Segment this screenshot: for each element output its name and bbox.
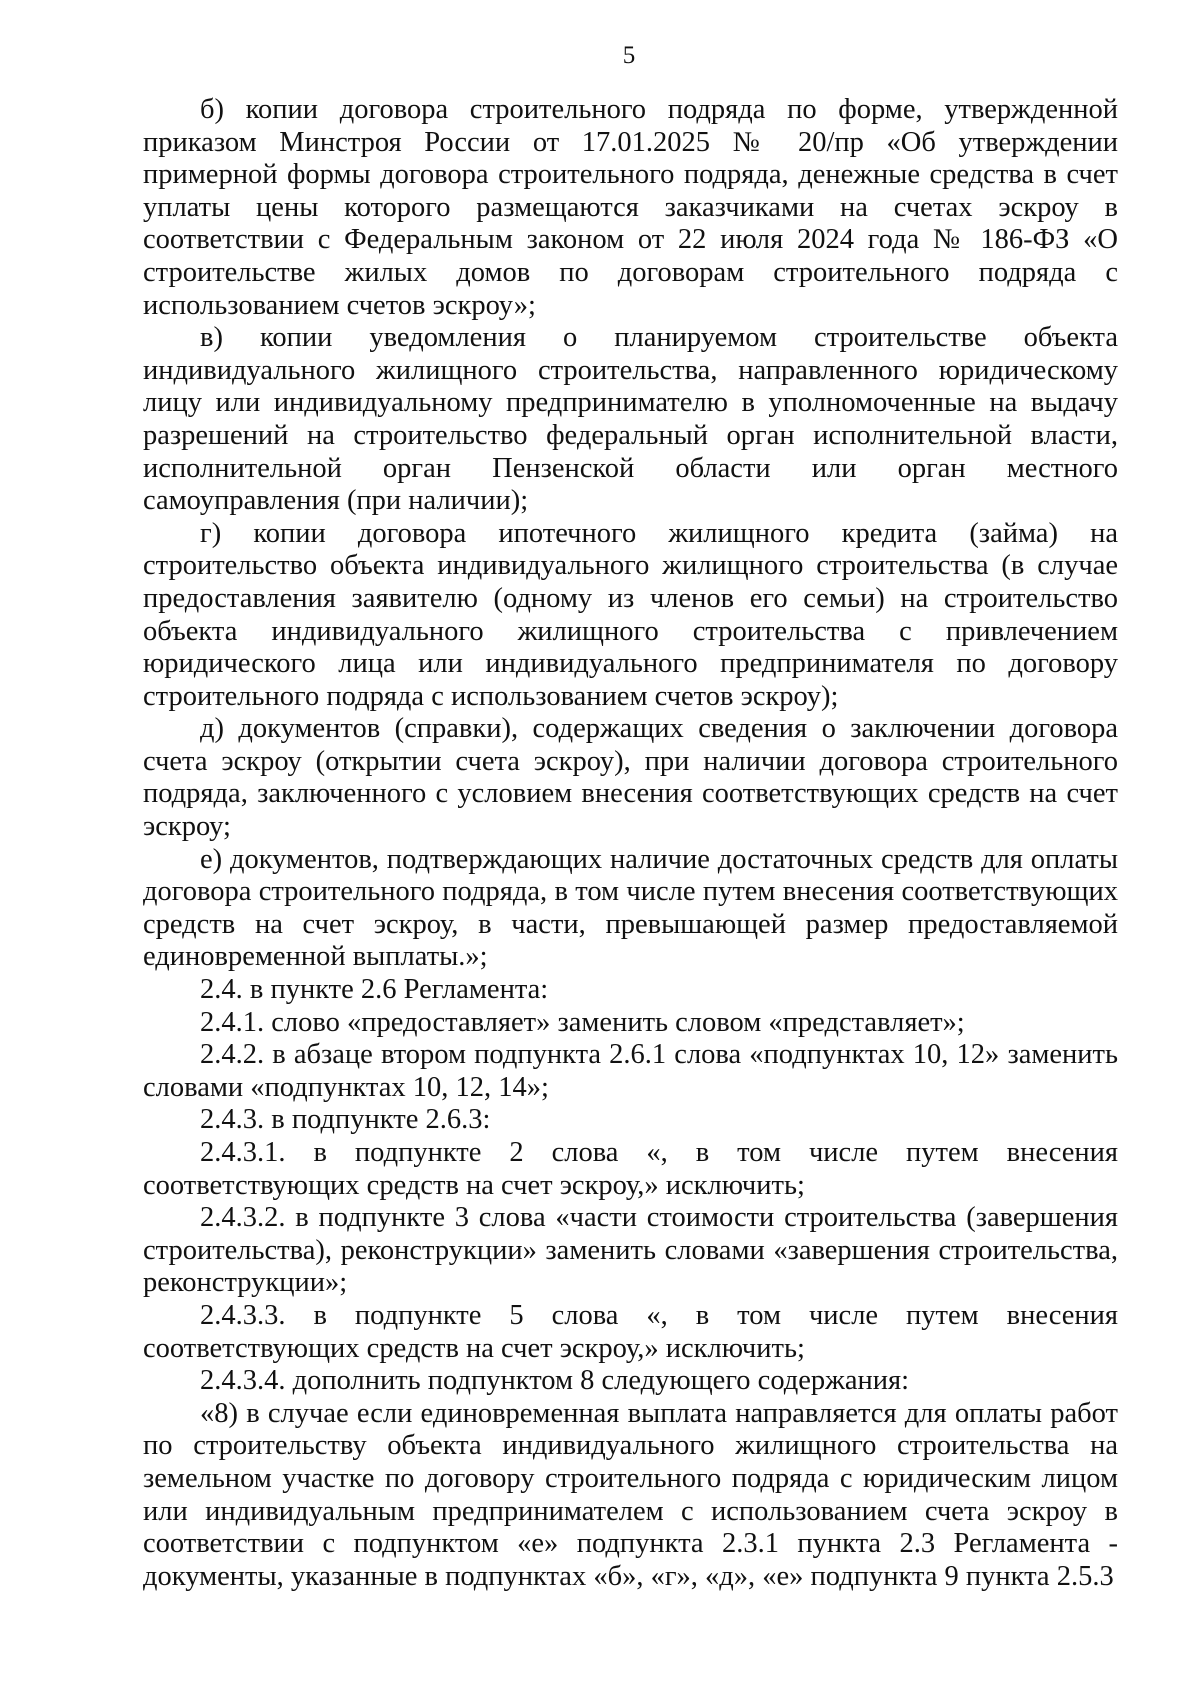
paragraph-2-4-2: 2.4.2. в абзаце втором подпункта 2.6.1 слова «подпунктах 10, 12» заменить словами «подпунктах 10, 12, 14»; bbox=[143, 1039, 1118, 1103]
document-body bbox=[143, 94, 1118, 1593]
page-number: 5 bbox=[622, 42, 636, 69]
paragraph-e-funds-documents: е) документов, подтверждающих наличие достаточных средств для оплаты договора строительного подряда, в том числе путем внесения соответствующих средств на счет эскроу, в части, превышающей размер предоставляемой единовременной выплаты.»; bbox=[143, 843, 1118, 973]
paragraph-v-notification-copy: в) копии уведомления о планируемом строительстве объекта индивидуального жилищного строительства, направленного юридическому лицу или индивидуальному предпринимателю в уполномоченные на выдачу разрешений на строительство федеральный орган исполнительной власти, исполнительной орган Пензенской области или орган местного самоуправления (при наличии); bbox=[143, 322, 1118, 517]
paragraph-2-4-1: 2.4.1. слово «предоставляет» заменить словом «представляет»; bbox=[200, 1006, 965, 1038]
paragraph-2-4-3-3: 2.4.3.3. в подпункте 5 слова «, в том числе путем внесения соответствующих средств на счет эскроу,» исключить; bbox=[143, 1299, 1118, 1364]
paragraph-d-escrow-documents: д) документов (справки), содержащих сведения о заключении договора счета эскроу (открытии счета эскроу), при наличии договора строительного подряда, заключенного с условием внесения соответствующих средств на счет эскроу; bbox=[143, 713, 1118, 843]
paragraph-g-mortgage-copy: г) копии договора ипотечного жилищного кредита (займа) на строительство объекта индивидуального жилищного строительства (в случае предоставления заявителю (одному из членов его семьи) на строительство объекта индивидуального жилищного строительства с привлечением юридического лица или индивидуального предпринимателя по договору строительного подряда с использованием счетов эскроу); bbox=[143, 517, 1118, 712]
paragraph-2-4-3-1: 2.4.3.1. в подпункте 2 слова «, в том числе путем внесения соответствующих средств на счет эскроу,» исключить; bbox=[143, 1137, 1118, 1201]
paragraph-subitem-8: «8) в случае если единовременная выплата направляется для оплаты работ по строительству объекта индивидуального жилищного строительства на земельном участке по договору строительного подряда с юридическим лицом или индивидуальным предпринимателем с использованием счета эскроу в соответствии с подпунктом «е» подпункта 2.3.1 пункта 2.3 Регламента - документы, указанные в подпунктах «б», «г», «д», «е» подпункта 9 пункта 2.5.3 bbox=[143, 1397, 1118, 1592]
paragraph-b-contract-copy: б) копии договора строительного подряда по форме, утвержденной приказом Минстроя России от 17.01.2025 № 20/пр «Об утверждении примерной формы договора строительного подряда, денежные средства в счет уплаты цены которого размещаются заказчиками на счетах эскроу в соответствии с Федеральным законом от 22 июля 2024 года № 186-ФЗ «О строительстве жилых домов по договорам строительного подряда с использованием счетов эскроу»; bbox=[143, 94, 1118, 321]
paragraph-2-4-3-2: 2.4.3.2. в подпункте 3 слова «части стоимости строительства (завершения строительства), реконструкции» заменить словами «завершения строительства, реконструкции»; bbox=[143, 1202, 1118, 1299]
paragraph-2-4-3: 2.4.3. в подпункте 2.6.3: bbox=[200, 1104, 491, 1136]
paragraph-2-4-3-4: 2.4.3.4. дополнить подпунктом 8 следующего содержания: bbox=[200, 1365, 910, 1397]
paragraph-2-4: 2.4. в пункте 2.6 Регламента: bbox=[200, 974, 549, 1006]
